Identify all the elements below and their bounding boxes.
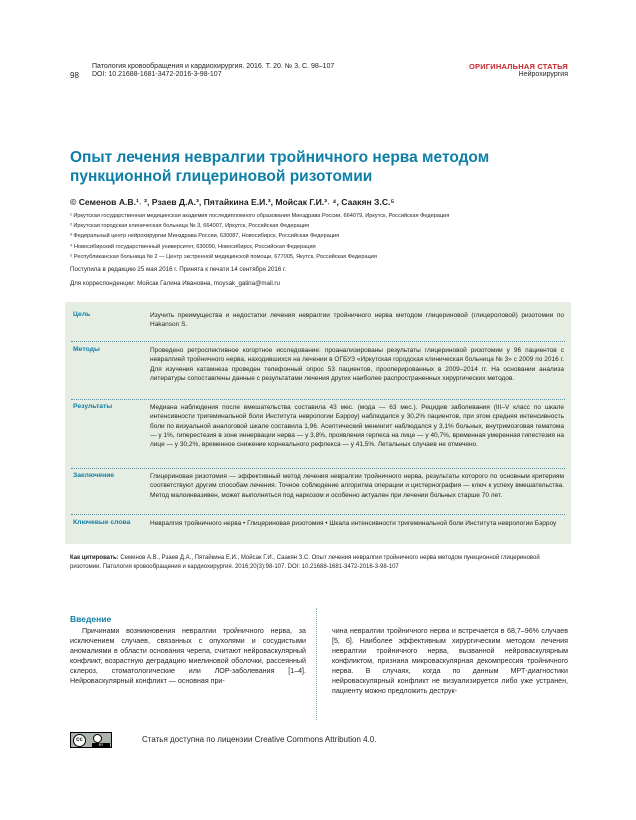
cc-logo-icon: cc	[73, 734, 86, 747]
author-list: © Семенов А.В.¹˒ ², Рзаев Д.А.³, Пятайкина Е.И.³, Мойсак Г.И.³˒ ⁴, Саакян З.С.⁵	[70, 197, 395, 207]
cc-by-badge[interactable]	[70, 732, 112, 748]
affiliation-item: ² Иркутская городская клиническая больница № 3, 664007, Иркутск, Российская Федерация	[70, 223, 310, 230]
page-header	[70, 62, 568, 86]
correspondence: Для корреспонденции: Мойсак Галина Ивановна, moysak_galina@mail.ru	[70, 280, 280, 287]
abstract-label: Цель	[73, 311, 91, 318]
by-label: BY	[92, 743, 110, 748]
person-icon	[93, 734, 102, 743]
column-divider	[316, 608, 317, 720]
received-dates: Поступила в редакцию 25 мая 2016 г. Принята к печати 14 сентября 2016 г.	[70, 266, 287, 273]
abstract-label: Ключевые слова	[73, 519, 131, 526]
abstract-text: Проведено ретроспективное когортное исследование: проанализированы результаты глицериновой ризотомии у 96 пациентов с невралгией тройничного нерва, находившихся на лечении в ОГБУЗ «Иркутская городская клиническая больница № 3» с 2009 по 2016 г. Для изучения катамнеза проведен телефонный опрос 53 пациентов, прооперированных в 2009–2014 гг. На основании анализа литературы сопоставлены данные с результатами лечения других наиболее распространенных хирургических методов.	[150, 347, 564, 382]
abstract-box	[65, 302, 571, 544]
abstract-text: Глицериновая ризотомия — эффективный метод лечения невралгии тройничного нерва, результаты которого по основным критериям соответствуют другим способам лечения. Точное соблюдение алгоритма операции и цистернография — ключ к успеху вмешательства. Метод малоинвазивен, может выполняться под наркозом и особенно актуален при лечении больных старше 70 лет.	[150, 473, 564, 499]
section-label: ОРИГИНАЛЬНАЯ СТАТЬЯ	[468, 62, 568, 71]
affiliation-item: ³ Федеральный центр нейрохирургии Минздрава России, 630087, Новосибирск, Российская Федерация	[70, 233, 340, 240]
citation	[70, 554, 568, 572]
affiliation-item: ⁴ Новосибирский государственный университет, 630090, Новосибирск, Российская Федерация	[70, 243, 316, 250]
doi-link[interactable]: DOI: 10.21688-1681-3472-2016-3-98-107	[92, 71, 222, 79]
journal-info	[92, 63, 392, 80]
abstract-divider	[71, 468, 565, 469]
abstract-label: Результаты	[73, 403, 113, 410]
section-info	[469, 62, 568, 79]
affiliation-item: ¹ Иркутская государственная медицинская академия последипломного образования Минздрава России, 664079, Иркутск, Российская Федерация	[70, 213, 450, 219]
article-title: Опыт лечения невралгии тройничного нерва методом пункционной глицериновой ризотомии	[70, 149, 490, 186]
abstract-text: Невралгия тройничного нерва • Глицериновая ризотомия • Шкала интенсивности тригеминальной боли Института неврологии Бэрроу	[150, 520, 557, 527]
abstract-text: Медиана наблюдения после вмешательства составила 43 мес. (мода — 63 мес.). Рецидив заболевания (III–V класс по шкале интенсивности тригеминальной боли Института неврологии Бэрроу) наблюдался у 30,2% пациентов, при этом средняя интенсивность боли по визуальной аналоговой шкале составила 1,96. Асептический менингит наблюдался у 3,1% больных, внутримозговая гематома — у 1%, гиперестезия в зоне иннервации нерва — у 3,8%, проявления герпеса на лице — у 40,7%, временная умеренная гипестезия на лице — у 30,2%, временное снижение корнеального рефлекса — у 41,5%. Летальных случаев не отмечено.	[150, 404, 564, 449]
abstract-label: Заключение	[73, 472, 115, 479]
license-footer	[70, 732, 568, 754]
affiliation-item: ⁵ Республиканская больница № 2 — Центр экстренной медицинской помощи, 677005, Якутск, Российская Федерация	[70, 253, 377, 260]
affiliations	[70, 211, 570, 262]
introduction-left-column: Причинами возникновения невралгии тройничного нерва, за исключением случаев, связанных с опухолями и сосудистыми аномалиями в области основания черепа, считают нейроваскулярный конфликт, возрастную деградацию миелиновой оболочки, рассеянный склероз, стоматологические или ЛОР-заболевания [1–4]. Нейроваскулярный конфликт — основная при-	[70, 627, 306, 686]
abstract-divider	[71, 399, 565, 400]
license-text: Статья доступна по лицензии Creative Commons Attribution 4.0.	[142, 735, 377, 744]
citation-label: Как цитировать:	[70, 555, 119, 561]
abstract-label: Методы	[73, 346, 100, 353]
section-subject: Нейрохирургия	[518, 71, 568, 78]
abstract-divider	[71, 514, 565, 515]
citation-text: Семенов А.В., Рзаев Д.А., Пятайкина Е.И., Мойсак Г.И., Саакян З.С. Опыт лечения невралгии тройничного нерва методом пункционной глицериновой ризотомии. Патология кровообращения и кардиохирургия. 2016;20(3):98-107. DOI: 10.21688-1681-3472-2016-3-98-107	[70, 555, 540, 570]
page-number: 98	[70, 71, 79, 80]
abstract-divider	[71, 341, 565, 342]
journal-reference: Патология кровообращения и кардиохирургия. 2016. Т. 20. № 3. С. 98–107	[92, 63, 335, 70]
abstract-text: Изучить преимущества и недостатки лечения невралгии тройничного нерва методом глицериновой (глицероловой) ризотомии по Hakanson S.	[150, 312, 564, 329]
introduction-right-column: чина невралгии тройничного нерва и встречается в 68,7–96% случаев [5, 6]. Наиболее эффективным хирургическим методом лечения невралгии тройничного нерва, вызванной нейроваскулярным конфликтом, признана микроваскулярная декомпрессия тройничного нерва. В случаях, когда по данным МРТ-диагностики нейроваскулярный конфликт не визуализируется либо уже устранен, пациенту можно предложить деструк-	[332, 627, 568, 696]
introduction-heading: Введение	[70, 614, 112, 624]
